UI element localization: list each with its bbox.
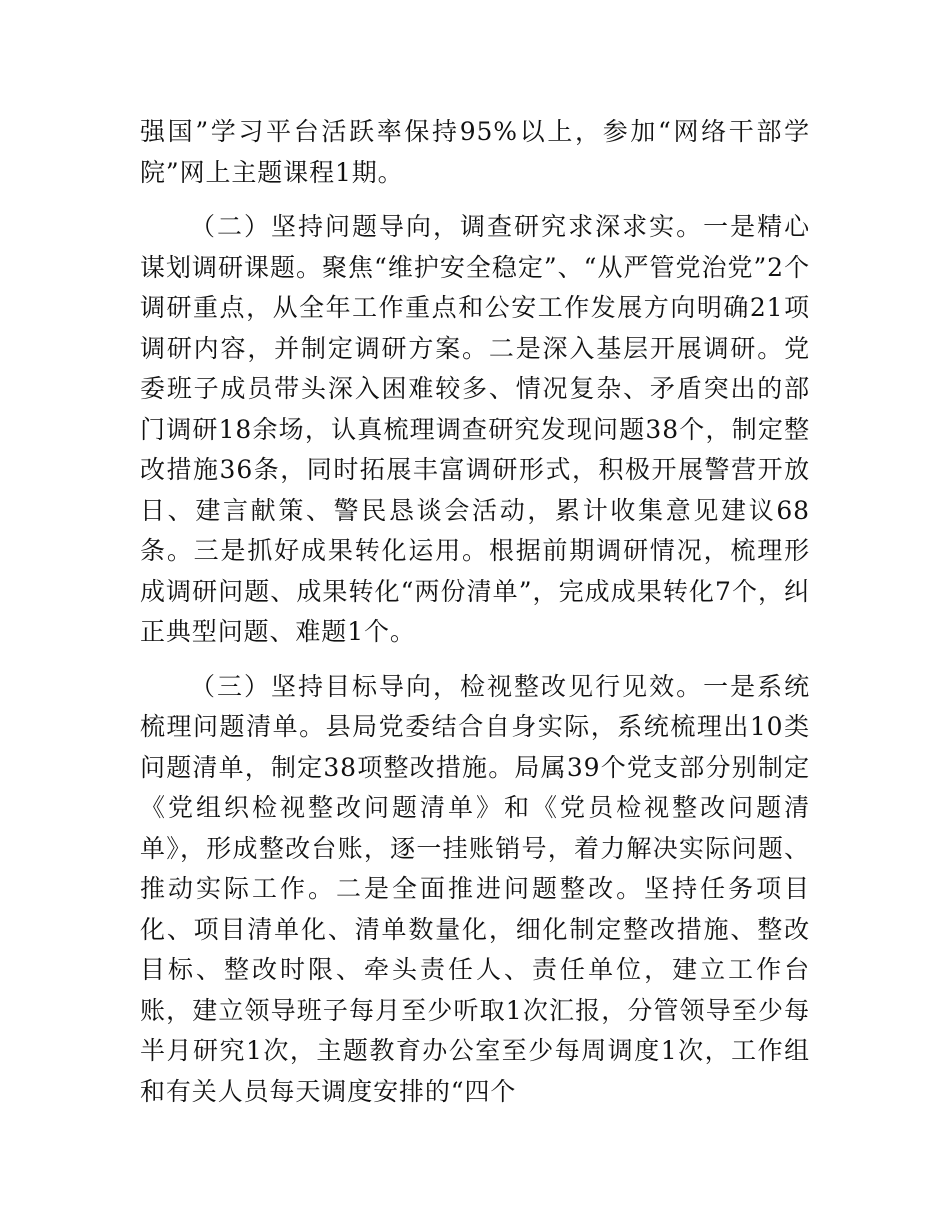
- paragraph-section-3: （三）坚持目标导向，检视整改见行见效。一是系统梳理问题清单。县局党委结合自身实际，系统梳理出10类问题清单，制定38项整改措施。局属39个党支部分别制定《党组织检视整改问题清单》和《党员检视整改问题清单》，形成整改台账，逐一挂账销号，着力解决实际问题、推动实际工作。二是全面推进问题整改。坚持任务项目化、项目清单化、清单数量化，细化制定整改措施、整改目标、整改时限、牵头责任人、责任单位，建立工作台账，建立领导班子每月至少听取1次汇报，分管领导至少每半月研究1次，主题教育办公室至少每周调度1次，工作组和有关人员每天调度安排的“四个: [140, 671, 810, 1106]
- document-body: [140, 112, 810, 1126]
- paragraph-continuation: 强国”学习平台活跃率保持95%以上，参加“网络干部学院”网上主题课程1期。: [140, 117, 810, 187]
- paragraph-section-2: （二）坚持问题导向，调查研究求深求实。一是精心谋划调研课题。聚焦“维护安全稳定”、“从严管党治党”2个调研重点，从全年工作重点和公安工作发展方向明确21项调研内容，并制定调研方案。二是深入基层开展调研。党委班子成员带头深入困难较多、情况复杂、矛盾突出的部门调研18余场，认真梳理调查研究发现问题38个，制定整改措施36条，同时拓展丰富调研形式，积极开展警营开放日、建言献策、警民恳谈会活动，累计收集意见建议68条。三是抓好成果转化运用。根据前期调研情况，梳理形成调研问题、成果转化“两份清单”，完成成果转化7个，纠正典型问题、难题1个。: [140, 212, 810, 646]
